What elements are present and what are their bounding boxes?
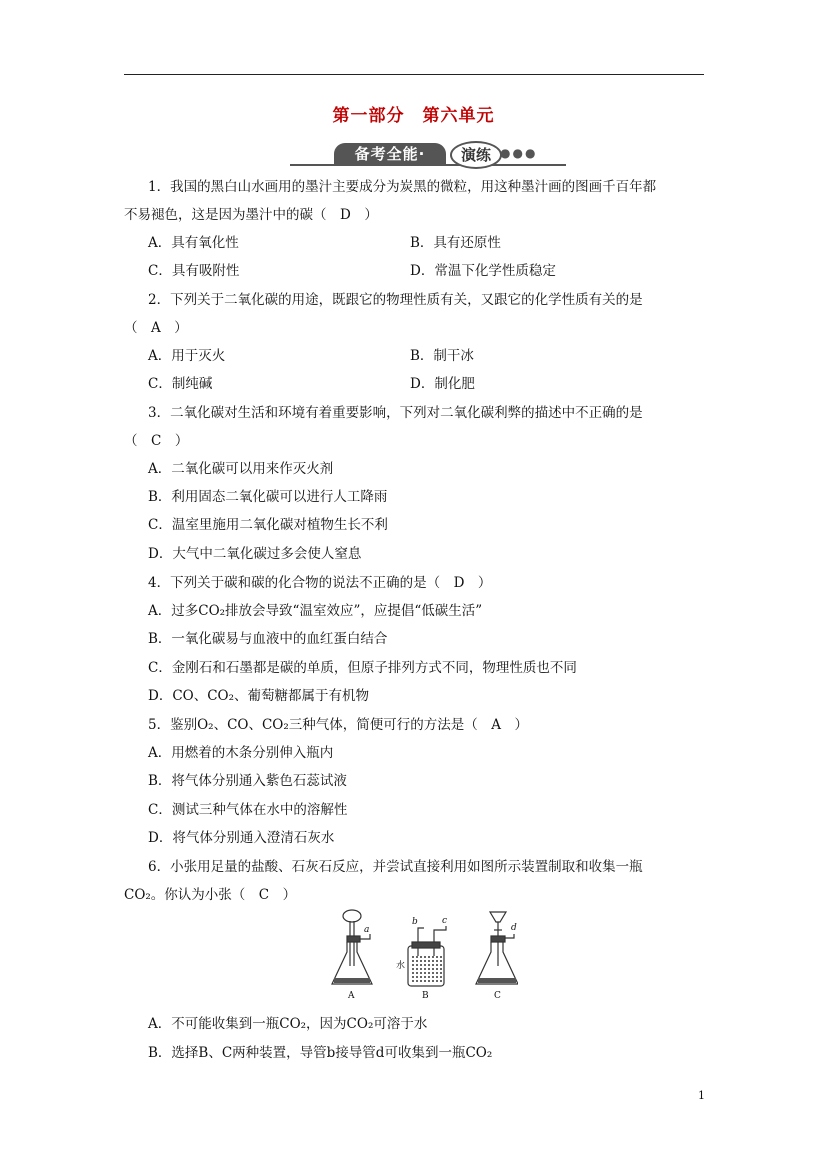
q5-option-d: D．将气体分别通入澄清石灰水 <box>148 830 335 846</box>
q1-option-b: B．具有还原性 <box>410 235 501 251</box>
header-rule <box>124 74 704 75</box>
q2-option-b: B．制干冰 <box>410 348 474 364</box>
q5-stem: 5．鉴别O₂、CO、CO₂三种气体，简便可行的方法是（ A ） <box>148 717 529 733</box>
tube-d: d <box>511 923 517 933</box>
q6-stem-cont: CO₂。你认为小张（ C ） <box>124 887 297 903</box>
banner-dots: ●●● <box>500 146 538 160</box>
q3-stem: 3．二氧化碳对生活和环境有着重要影响，下列对二氧化碳利弊的描述中不正确的是 <box>148 405 643 421</box>
q2-stem: 2．下列关于二氧化碳的用途，既跟它的物理性质有关，又跟它的化学性质有关的是 <box>148 292 643 308</box>
q6-stem: 6．小张用足量的盐酸、石灰石反应，并尝试直接利用如图所示装置制取和收集一瓶 <box>148 859 643 875</box>
q6-option-b: B．选择B、C两种装置，导管b接导管d可收集到一瓶CO₂ <box>148 1045 493 1061</box>
q4-option-b: B．一氧化碳易与血液中的血红蛋白结合 <box>148 631 388 647</box>
q4-stem: 4．下列关于碳和碳的化合物的说法不正确的是（ D ） <box>148 575 492 591</box>
label-b: B <box>422 991 429 1001</box>
q1-stem-cont: 不易褪色，这是因为墨汁中的碳（ D ） <box>124 207 378 223</box>
water-hatching <box>410 956 442 984</box>
q5-option-a: A．用燃着的木条分别伸入瓶内 <box>148 745 334 761</box>
q4-option-c: C．金刚石和石墨都是碳的单质，但原子排列方式不同，物理性质也不同 <box>148 660 577 676</box>
banner-highlight: 演练 <box>450 141 502 169</box>
q1-option-d: D．常温下化学性质稳定 <box>410 263 556 279</box>
label-c: C <box>494 991 501 1001</box>
page-title: 第一部分 第六单元 <box>332 106 495 126</box>
page-number: 1 <box>698 1089 705 1102</box>
q3-option-b: B．利用固态二氧化碳可以进行人工降雨 <box>148 489 388 505</box>
label-a: A <box>348 991 355 1001</box>
tube-a: a <box>364 925 370 935</box>
q3-option-c: C．温室里施用二氧化碳对植物生长不利 <box>148 517 388 533</box>
q3-option-d: D．大气中二氧化碳过多会使人窒息 <box>148 546 362 562</box>
q2-option-c: C．制纯碱 <box>148 376 213 392</box>
apparatus-a <box>332 910 372 984</box>
q6-option-a: A．不可能收集到一瓶CO₂，因为CO₂可溶于水 <box>148 1016 428 1032</box>
q1-option-c: C．具有吸附性 <box>148 263 240 279</box>
q3-answer: （ C ） <box>124 433 189 449</box>
q4-option-d: D．CO、CO₂、葡萄糖都属于有机物 <box>148 688 370 704</box>
q3-option-a: A．二氧化碳可以用来作灭火剂 <box>148 461 334 477</box>
tube-b: b <box>412 917 418 927</box>
q2-option-d: D．制化肥 <box>410 376 475 392</box>
q5-option-b: B．将气体分别通入紫色石蕊试液 <box>148 773 347 789</box>
apparatus-figure <box>328 908 518 1004</box>
water-label: 水 <box>396 961 406 971</box>
q5-option-c: C．测试三种气体在水中的溶解性 <box>148 802 348 818</box>
section-banner <box>290 142 566 170</box>
q2-option-a: A．用于灭火 <box>148 348 226 364</box>
q4-option-a: A．过多CO₂排放会导致“温室效应”，应提倡“低碳生活” <box>148 603 483 619</box>
tube-c: c <box>442 916 448 926</box>
q1-stem: 1．我国的黑白山水画用的墨汁主要成分为炭黑的微粒，用这种墨汁画的图画千百年都 <box>148 179 657 195</box>
q1-option-a: A．具有氧化性 <box>148 235 239 251</box>
q2-answer: （ A ） <box>124 320 188 336</box>
banner-label: 备考全能· <box>334 143 446 165</box>
